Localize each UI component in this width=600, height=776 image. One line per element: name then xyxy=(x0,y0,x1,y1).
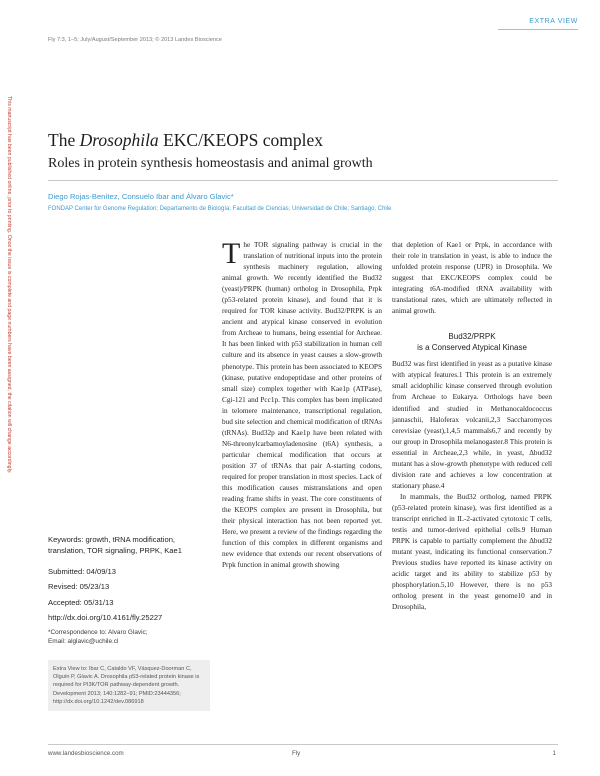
title-pre: The xyxy=(48,130,80,150)
author-list: Diego Rojas-Benítez, Consuelo Ibar and Álvaro Glavic* xyxy=(48,192,234,201)
correspondence xyxy=(48,628,208,646)
affiliation: FONDAP Center for Genome Regulation; Departamento de Biología; Facultad de Ciencias; Universidad de Chile; Santiago, Chile xyxy=(48,206,392,212)
revised-date: Revised: 05/23/13 xyxy=(48,582,110,591)
extra-view-citation: Extra View to: Ibar C, Cataldo VF, Vásquez-Doorman C, Olguín P, Glavic A. Drosophila p53-related protein kinase is required for PI3K/TOR pathway-dependent growth. Development 2013; 140:1282–91; PMID:23444356; http://dx.doi.org/10.1242/dev.086918 xyxy=(48,660,210,711)
body-column-2 xyxy=(392,240,552,613)
section-heading-line-2: is a Conserved Atypical Kinase xyxy=(417,343,527,353)
section-divider xyxy=(498,29,578,30)
article-title xyxy=(48,130,323,151)
section-heading xyxy=(392,331,552,353)
side-note: This manuscript has been published online, prior to printing. Once the issue is complete and page numbers have been assigned, the citation will change accordingly. xyxy=(6,96,12,474)
correspondence-name: *Correspondence to: Alvaro Glavic; xyxy=(48,629,148,636)
article-subtitle: Roles in protein synthesis homeostasis and animal growth xyxy=(48,156,373,171)
paragraph: Bud32 was first identified in yeast as a putative kinase with atypical features.1 This protein is an extremely small acidophilic kinase conserved through evolution from Archeae to Eukarya. Orthologs have been identified and studied in Methanocaldococcus jannaschii, Haloferax volcanii,2,3 Saccharomyces cerevisiae (yeast),1,4,5 mammals6,7 and recently by our group in Drosophila melanogaster.8 This protein is essential in Archeae,2,3 while, in yeast, Δbud32 mutant has a slow-growth phenotype with reduced cell division rate and achieves a low concentration at stationary phase.4 xyxy=(392,360,552,490)
title-divider xyxy=(48,180,558,181)
doi-link[interactable]: http://dx.doi.org/10.4161/fly.25227 xyxy=(48,613,163,622)
section-tag: EXTRA VIEW xyxy=(529,18,578,25)
paragraph: he TOR signaling pathway is crucial in the translation of nutritional inputs into the protein synthesis machinery regulation, allowing animal growth. We recently identified the Bud32 (yeast)/PRPK (human) ortholog in Drosophila, Prpk (p53-related protein kinase), and found that it is required for TOR kinase activity. Bud32/PRPK is an ancient and atypical kinase conserved in evolution from Archeae to humans, being essential for Archeae. It has been linked with p53 stabilization in human cell culture and its absence in yeast causes a slow-growth phenotype. This protein has been associated to KEOPS (kinase, putative endopeptidase and other proteins of small size) complex together with Kae1p (ATPase), Cgi-121 and Pcc1p. This complex has been implicated in telomere maintenance, transcriptional regulation, bud site selection and chemical modification of tRNAs (tRNAs). Bud32p and Kae1p have been related with N6-threonylcarbamoyladenosine (t6A) synthesis, a particular chemical modification that occurs at position 37 of tRNAs that pair A-starting codons, required for proper translation in most species. Lack of this modification causes mistranslations and open reading frame shifts in yeast. The core constituents of the KEOPS complex are present in Drosophila, but their physical interaction has not been reported yet. Here, we present a review of the findings regarding the function of this complex in different organisms and new evidence that extends our recent observations of Prpk function in animal growth showing xyxy=(222,241,382,570)
title-italic: Drosophila xyxy=(79,130,159,150)
footer-website[interactable]: www.landesbioscience.com xyxy=(48,750,124,757)
correspondence-email[interactable]: Email: alglavic@uchile.cl xyxy=(48,638,119,645)
keywords: Keywords: growth, tRNA modification, translation, TOR signaling, PRPK, Kae1 xyxy=(48,535,182,555)
paragraph: that depletion of Kae1 or Prpk, in accordance with their role in translation in yeast, is able to induce the unfolded protein response (UPR) in Drosophila. We suggest that EKC/KEOPS complex could be integrating t6A-modified tRNA availability with translational rates, which are ultimately reflected in animal growth. xyxy=(392,241,552,316)
drop-cap: T xyxy=(222,237,241,270)
page-number: 1 xyxy=(552,750,556,757)
accepted-date: Accepted: 05/31/13 xyxy=(48,598,114,607)
paragraph: In mammals, the Bud32 ortholog, named PRPK (p53-related protein kinase), was first identified as a transcript enriched in IL-2-activated cytotoxic T cells, testis and tumor-derived epithelial cells.9 Human PRPK is capable to partially complement the Δbud32 mutant yeast, indicating its functional conservation.7 Previous studies have reported its kinase activity on acidic target and its ability to stabilize p53 by phosphorylation.5,10 However, there is no p53 ortholog present in the yeast genome10 and in Drosophila, xyxy=(392,492,552,612)
journal-info: Fly 7:3, 1–5; July/August/September 2013; © 2013 Landes Bioscience xyxy=(48,37,222,43)
footer-journal: Fly xyxy=(292,750,301,757)
submitted-date: Submitted: 04/09/13 xyxy=(48,567,116,576)
section-heading-line-1: Bud32/PRPK xyxy=(448,332,496,342)
title-post: EKC/KEOPS complex xyxy=(158,130,323,150)
body-column-1 xyxy=(222,237,382,571)
footer-divider xyxy=(48,744,558,745)
